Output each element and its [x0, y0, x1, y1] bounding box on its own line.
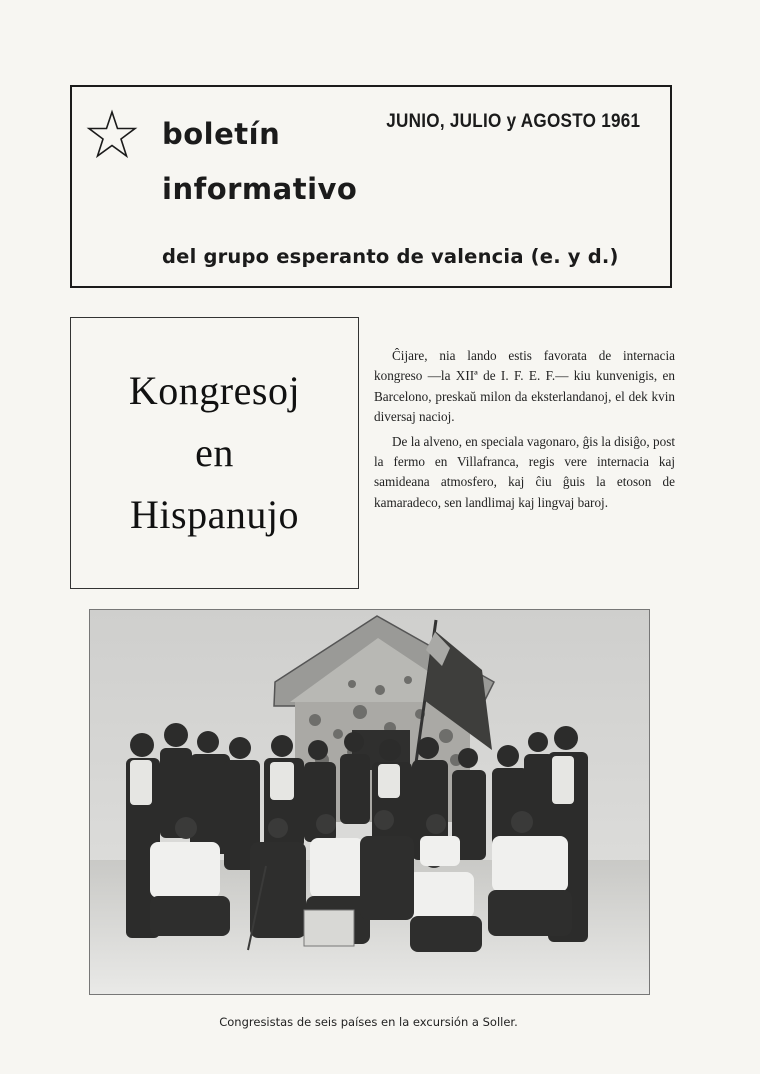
star-icon	[86, 109, 138, 161]
masthead-subtitle: del grupo esperanto de valencia (e. y d.)	[162, 245, 619, 268]
headline-line2: en	[195, 430, 234, 475]
headline-line1: Kongresoj	[128, 368, 301, 413]
headline-line3: Hispanujo	[130, 492, 299, 537]
group-photo	[89, 609, 650, 995]
issue-date: JUNIO, JULIO y AGOSTO 1961	[385, 111, 640, 132]
article-body	[374, 346, 675, 517]
masthead-title-line1: boletín	[162, 117, 281, 151]
masthead-box	[70, 85, 672, 288]
photo-caption: Congresistas de seis países en la excursión a Soller.	[219, 1015, 518, 1029]
article-paragraph: Ĉijare, nia lando estis favorata de internacia kongreso —la XIIª de I. F. E. F.— kiu kunvenigis, en Barcelono, preskaŭ milon da eksterlandanoj, el dek kvin diversaj nacioj.	[374, 348, 675, 425]
masthead-title-line2: informativo	[162, 172, 358, 206]
article-paragraph: De la alveno, en speciala vagonaro, ĝis la disiĝo, post la fermo en Villafranca, regis vere internacia kaj samideana atmosfero, kaj ĉiu ĝuis la etoson de kamaradeco, sen landlimaj kaj lingvaj baroj.	[374, 433, 675, 510]
headline-box	[70, 317, 359, 589]
group-photo-illustration	[90, 610, 649, 994]
